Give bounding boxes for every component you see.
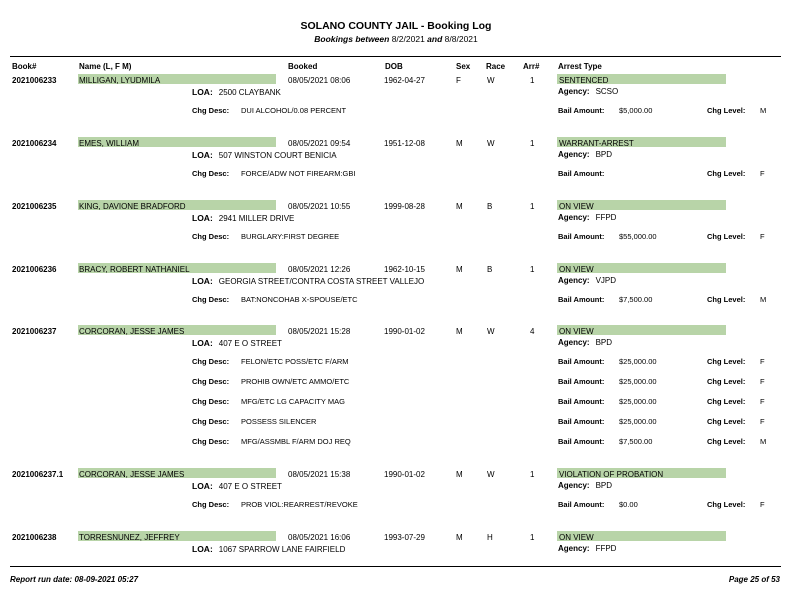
charge-level: F xyxy=(760,417,765,426)
race: W xyxy=(487,76,495,85)
bail-amount-label: Bail Amount: xyxy=(558,377,605,386)
booking-record xyxy=(0,202,792,212)
chg-desc-label: Chg Desc: xyxy=(192,169,230,178)
date-of-birth: 1993-07-29 xyxy=(384,533,425,542)
agency-line xyxy=(558,87,618,96)
date-of-birth: 1962-04-27 xyxy=(384,76,425,85)
agency-label: Agency: xyxy=(558,544,590,553)
sex: M xyxy=(456,202,463,211)
subtitle-prefix: Bookings between xyxy=(314,34,390,44)
agency-line xyxy=(558,544,616,553)
charge-description: POSSESS SILENCER xyxy=(241,417,317,426)
chg-level-label: Chg Level: xyxy=(707,169,746,178)
sex: M xyxy=(456,265,463,274)
agency-line xyxy=(558,481,612,490)
charge-level: F xyxy=(760,377,765,386)
booked-datetime: 08/05/2021 08:06 xyxy=(288,76,351,85)
booked-datetime: 08/05/2021 15:38 xyxy=(288,470,351,479)
arrest-type: ON VIEW xyxy=(559,327,594,336)
charge-level: M xyxy=(760,437,767,446)
chg-desc-label: Chg Desc: xyxy=(192,417,230,426)
loa-value: 407 E O STREET xyxy=(218,339,282,348)
loa-value: 507 WINSTON COURT BENICIA xyxy=(218,151,337,160)
charge-level: M xyxy=(760,106,767,115)
loa-line xyxy=(192,544,345,554)
charge-level: F xyxy=(760,169,765,178)
agency-label: Agency: xyxy=(558,481,590,490)
arrest-count: 1 xyxy=(530,533,535,542)
chg-desc-label: Chg Desc: xyxy=(192,106,230,115)
bail-amount: $7,500.00 xyxy=(619,295,653,304)
charge-level: F xyxy=(760,397,765,406)
report-title: SOLANO COUNTY JAIL - Booking Log xyxy=(300,20,492,32)
loa-value: 2500 CLAYBANK xyxy=(218,88,281,97)
column-header-book: Book# xyxy=(12,62,37,71)
agency-value: BPD xyxy=(595,150,613,159)
charge-description: PROHIB OWN/ETC AMMO/ETC xyxy=(241,377,350,386)
agency-value: VJPD xyxy=(595,276,617,285)
bail-amount-label: Bail Amount: xyxy=(558,357,605,366)
bail-amount: $25,000.00 xyxy=(619,357,657,366)
loa-label: LOA: xyxy=(192,87,213,97)
book-number: 2021006233 xyxy=(12,76,57,85)
chg-level-label: Chg Level: xyxy=(707,232,746,241)
chg-desc-label: Chg Desc: xyxy=(192,377,230,386)
charge-level: F xyxy=(760,500,765,509)
agency-line xyxy=(558,338,612,347)
loa-label: LOA: xyxy=(192,276,213,286)
agency-label: Agency: xyxy=(558,87,590,96)
loa-line xyxy=(192,213,294,223)
race: W xyxy=(487,470,495,479)
booked-datetime: 08/05/2021 15:28 xyxy=(288,327,351,336)
booking-record xyxy=(0,533,792,543)
booked-datetime: 08/05/2021 12:26 xyxy=(288,265,351,274)
charge-description: FORCE/ADW NOT FIREARM:GBI xyxy=(241,169,356,178)
date-of-birth: 1951-12-08 xyxy=(384,139,425,148)
charge-line xyxy=(0,397,792,407)
race: W xyxy=(487,327,495,336)
booked-datetime: 08/05/2021 10:55 xyxy=(288,202,351,211)
agency-label: Agency: xyxy=(558,150,590,159)
booking-record xyxy=(0,76,792,86)
sex: M xyxy=(456,139,463,148)
chg-desc-label: Chg Desc: xyxy=(192,437,230,446)
chg-level-label: Chg Level: xyxy=(707,500,746,509)
booked-datetime: 08/05/2021 09:54 xyxy=(288,139,351,148)
column-header-arr: Arr# xyxy=(523,62,540,71)
charge-line xyxy=(0,106,792,116)
chg-desc-label: Chg Desc: xyxy=(192,397,230,406)
charge-line xyxy=(0,377,792,387)
inmate-name: MILLIGAN, LYUDMILA xyxy=(79,76,161,85)
bail-amount: $25,000.00 xyxy=(619,377,657,386)
report-subtitle xyxy=(0,34,792,44)
subtitle-end-date: 8/8/2021 xyxy=(444,34,478,44)
bail-amount-label: Bail Amount: xyxy=(558,232,605,241)
inmate-name: TORRESNUNEZ, JEFFREY xyxy=(79,533,180,542)
loa-line xyxy=(192,87,281,97)
arrest-count: 1 xyxy=(530,76,535,85)
charge-description: BAT:NONCOHAB X-SPOUSE/ETC xyxy=(241,295,358,304)
date-of-birth: 1962-10-15 xyxy=(384,265,425,274)
charge-level: F xyxy=(760,357,765,366)
charge-description: FELON/ETC POSS/ETC F/ARM xyxy=(241,357,349,366)
book-number: 2021006235 xyxy=(12,202,57,211)
agency-label: Agency: xyxy=(558,338,590,347)
booked-datetime: 08/05/2021 16:06 xyxy=(288,533,351,542)
arrest-count: 4 xyxy=(530,327,535,336)
column-header-sex: Sex xyxy=(456,62,471,71)
charge-line xyxy=(0,295,792,305)
race: W xyxy=(487,139,495,148)
loa-label: LOA: xyxy=(192,150,213,160)
header-top-rule xyxy=(10,56,781,57)
bail-amount-label: Bail Amount: xyxy=(558,437,605,446)
loa-line xyxy=(192,481,282,491)
agency-label: Agency: xyxy=(558,213,590,222)
charge-description: DUI ALCOHOL/0.08 PERCENT xyxy=(241,106,347,115)
column-header-race: Race xyxy=(486,62,506,71)
arrest-type: WARRANT-ARREST xyxy=(559,139,634,148)
loa-label: LOA: xyxy=(192,338,213,348)
sex: M xyxy=(456,327,463,336)
charge-description: MFG/ETC LG CAPACITY MAG xyxy=(241,397,345,406)
charge-level: M xyxy=(760,295,767,304)
bail-amount: $25,000.00 xyxy=(619,417,657,426)
loa-value: 2941 MILLER DRIVE xyxy=(218,214,295,223)
chg-desc-label: Chg Desc: xyxy=(192,232,230,241)
loa-label: LOA: xyxy=(192,544,213,554)
agency-value: BPD xyxy=(595,338,613,347)
charge-description: PROB VIOL:REARREST/REVOKE xyxy=(241,500,358,509)
loa-label: LOA: xyxy=(192,481,213,491)
charge-line xyxy=(0,437,792,447)
footer-rule xyxy=(10,566,781,567)
arrest-count: 1 xyxy=(530,265,535,274)
agency-value: SCSO xyxy=(595,87,619,96)
loa-value: 407 E O STREET xyxy=(218,482,282,491)
date-of-birth: 1999-08-28 xyxy=(384,202,425,211)
book-number: 2021006234 xyxy=(12,139,57,148)
inmate-name: EMES, WILLIAM xyxy=(79,139,140,148)
column-header-arrest-type: Arrest Type xyxy=(558,62,602,71)
inmate-name: KING, DAVIONE BRADFORD xyxy=(79,202,186,211)
sex: M xyxy=(456,470,463,479)
charge-line xyxy=(0,232,792,242)
book-number: 2021006236 xyxy=(12,265,57,274)
page-number: Page 25 of 53 xyxy=(728,575,780,584)
charge-line xyxy=(0,417,792,427)
subtitle-and: and xyxy=(427,34,443,44)
chg-desc-label: Chg Desc: xyxy=(192,500,230,509)
charge-level: F xyxy=(760,232,765,241)
date-of-birth: 1990-01-02 xyxy=(384,470,425,479)
charge-line xyxy=(0,357,792,367)
agency-line xyxy=(558,213,616,222)
book-number: 2021006238 xyxy=(12,533,57,542)
agency-label: Agency: xyxy=(558,276,590,285)
charge-description: MFG/ASSMBL F/ARM DOJ REQ xyxy=(241,437,351,446)
chg-level-label: Chg Level: xyxy=(707,437,746,446)
bail-amount-label: Bail Amount: xyxy=(558,169,605,178)
loa-line xyxy=(192,338,282,348)
chg-level-label: Chg Level: xyxy=(707,357,746,366)
chg-level-label: Chg Level: xyxy=(707,106,746,115)
chg-desc-label: Chg Desc: xyxy=(192,295,230,304)
charge-line xyxy=(0,169,792,179)
loa-value: GEORGIA STREET/CONTRA COSTA STREET VALLEJO xyxy=(218,277,425,286)
booking-record xyxy=(0,139,792,149)
arrest-type: SENTENCED xyxy=(559,76,609,85)
book-number: 2021006237 xyxy=(12,327,57,336)
charge-line xyxy=(0,500,792,510)
race: B xyxy=(487,202,493,211)
column-header-name: Name (L, F M) xyxy=(79,62,132,71)
race: B xyxy=(487,265,493,274)
agency-value: FFPD xyxy=(595,213,617,222)
agency-line xyxy=(558,150,612,159)
arrest-type: VIOLATION OF PROBATION xyxy=(559,470,664,479)
agency-value: BPD xyxy=(595,481,613,490)
bail-amount-label: Bail Amount: xyxy=(558,106,605,115)
report-run-date: Report run date: 08-09-2021 05:27 xyxy=(10,575,139,584)
sex: M xyxy=(456,533,463,542)
chg-level-label: Chg Level: xyxy=(707,397,746,406)
inmate-name: CORCORAN, JESSE JAMES xyxy=(79,327,185,336)
arrest-count: 1 xyxy=(530,202,535,211)
column-header-dob: DOB xyxy=(385,62,403,71)
loa-label: LOA: xyxy=(192,213,213,223)
arrest-type: ON VIEW xyxy=(559,265,594,274)
chg-desc-label: Chg Desc: xyxy=(192,357,230,366)
column-header-booked: Booked xyxy=(288,62,318,71)
arrest-type: ON VIEW xyxy=(559,533,594,542)
bail-amount-label: Bail Amount: xyxy=(558,397,605,406)
chg-level-label: Chg Level: xyxy=(707,417,746,426)
bail-amount: $5,000.00 xyxy=(619,106,653,115)
loa-line xyxy=(192,276,424,286)
agency-line xyxy=(558,276,616,285)
sex: F xyxy=(456,76,461,85)
loa-line xyxy=(192,150,337,160)
booking-record xyxy=(0,470,792,480)
bail-amount: $55,000.00 xyxy=(619,232,657,241)
bail-amount-label: Bail Amount: xyxy=(558,417,605,426)
agency-value: FFPD xyxy=(595,544,617,553)
inmate-name: CORCORAN, JESSE JAMES xyxy=(79,470,185,479)
inmate-name: BRACY, ROBERT NATHANIEL xyxy=(79,265,190,274)
arrest-count: 1 xyxy=(530,470,535,479)
arrest-count: 1 xyxy=(530,139,535,148)
chg-level-label: Chg Level: xyxy=(707,377,746,386)
arrest-type: ON VIEW xyxy=(559,202,594,211)
booking-record xyxy=(0,327,792,337)
date-of-birth: 1990-01-02 xyxy=(384,327,425,336)
bail-amount-label: Bail Amount: xyxy=(558,500,605,509)
chg-level-label: Chg Level: xyxy=(707,295,746,304)
charge-description: BURGLARY:FIRST DEGREE xyxy=(241,232,340,241)
bail-amount: $25,000.00 xyxy=(619,397,657,406)
subtitle-start-date: 8/2/2021 xyxy=(391,34,425,44)
book-number: 2021006237.1 xyxy=(12,470,64,479)
bail-amount: $0.00 xyxy=(619,500,638,509)
bail-amount-label: Bail Amount: xyxy=(558,295,605,304)
loa-value: 1067 SPARROW LANE FAIRFIELD xyxy=(218,545,346,554)
race: H xyxy=(487,533,493,542)
bail-amount: $7,500.00 xyxy=(619,437,653,446)
booking-record xyxy=(0,265,792,275)
